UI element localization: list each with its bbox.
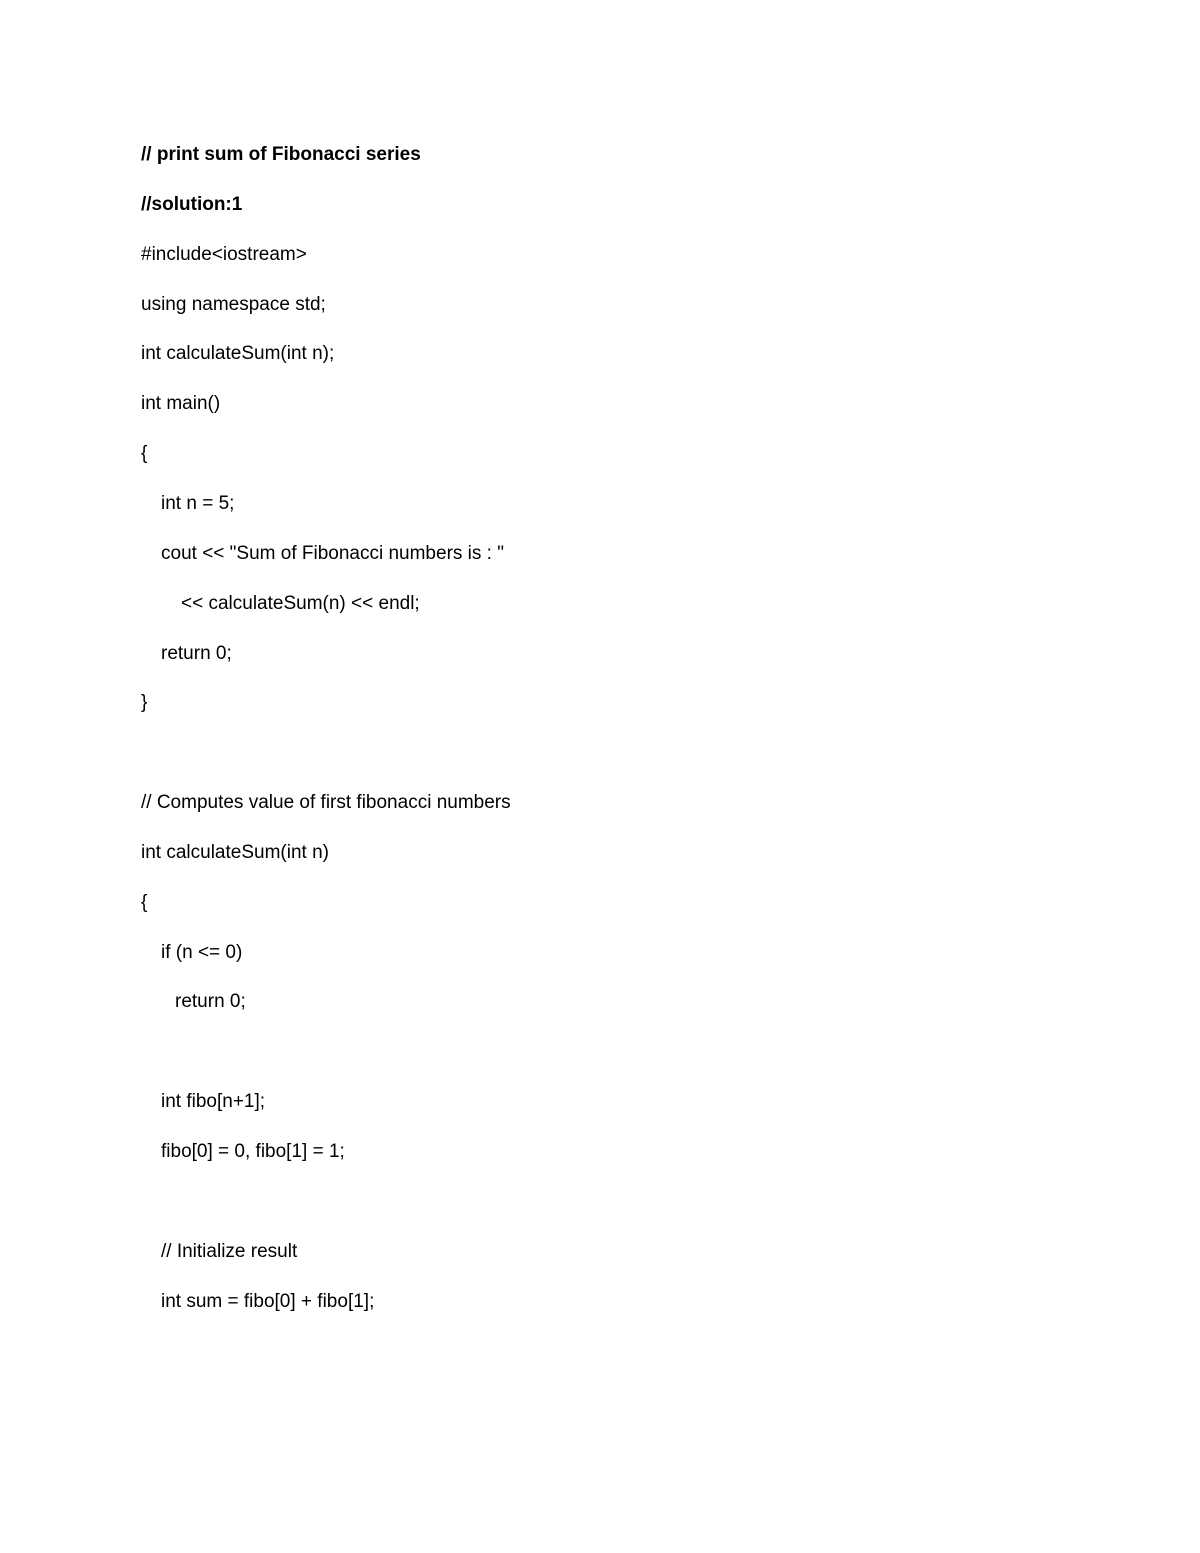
code-line: fibo[0] = 0, fibo[1] = 1; bbox=[161, 1141, 345, 1162]
code-line: int main() bbox=[141, 393, 221, 415]
code-line: return 0; bbox=[175, 991, 246, 1013]
code-comment-line: // Computes value of first fibonacci numbers bbox=[141, 792, 511, 814]
code-line: { bbox=[141, 891, 148, 913]
code-line: cout << "Sum of Fibonacci numbers is : " bbox=[161, 542, 504, 564]
code-line: << calculateSum(n) << endl; bbox=[181, 592, 420, 614]
code-line: #include<iostream> bbox=[141, 243, 307, 265]
code-line: int sum = fibo[0] + fibo[1]; bbox=[161, 1290, 375, 1312]
code-line: int fibo[n+1]; bbox=[161, 1091, 266, 1113]
code-comment-line: // Initialize result bbox=[161, 1240, 298, 1262]
code-line: using namespace std; bbox=[141, 293, 326, 315]
code-line: int calculateSum(int n) bbox=[141, 841, 329, 863]
code-line: return 0; bbox=[161, 642, 232, 664]
code-comment-line: // print sum of Fibonacci series bbox=[141, 144, 421, 165]
code-line: { bbox=[141, 443, 148, 465]
code-line: if (n <= 0) bbox=[161, 941, 243, 963]
code-line: } bbox=[141, 692, 148, 714]
code-line: int n = 5; bbox=[161, 492, 235, 514]
code-comment-line: //solution:1 bbox=[141, 193, 243, 215]
code-line: int calculateSum(int n); bbox=[141, 343, 335, 365]
